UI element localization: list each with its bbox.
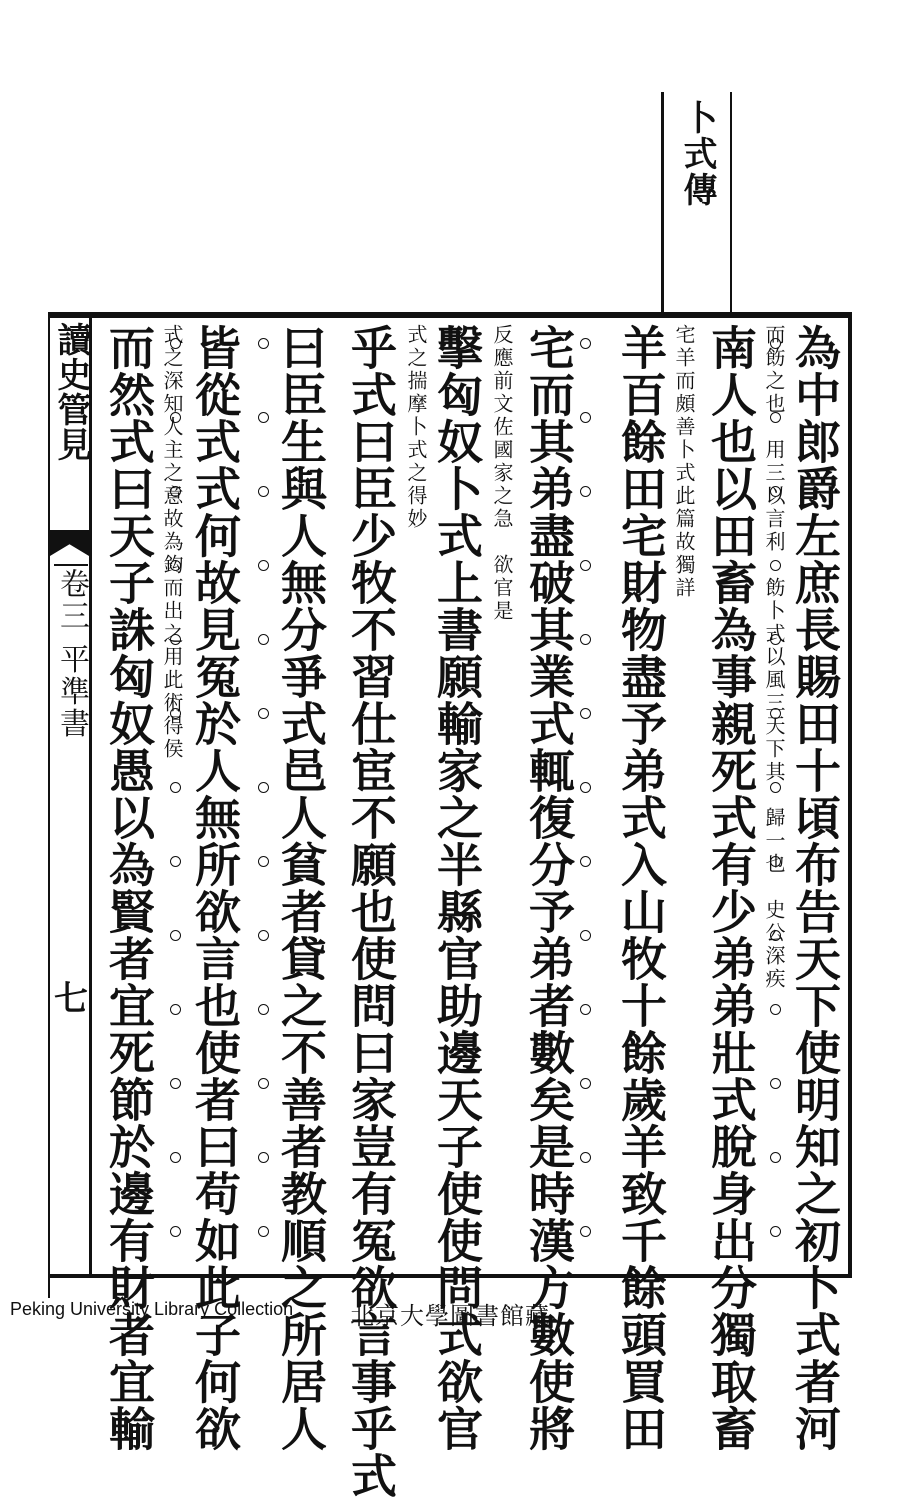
punctuation-circle — [580, 338, 591, 349]
punctuation-circle — [580, 1226, 591, 1237]
punctuation-circle — [580, 1078, 591, 1089]
punctuation-circle — [170, 1078, 181, 1089]
column-text: 宅而其弟盡破其業式輒復分予弟者數矣是時漢方數使將 — [522, 324, 576, 1452]
punctuation-circle — [258, 782, 269, 793]
collection-label-zh: 北京大學圖書館藏 — [350, 1302, 550, 1330]
punctuation-circle — [580, 708, 591, 719]
commentary-note: 反應前文佐國家之急 欲官是 — [490, 324, 514, 623]
punctuation-circle — [170, 1152, 181, 1163]
text-column — [100, 324, 184, 1452]
margin-column — [50, 318, 92, 1274]
heading-slip — [661, 92, 732, 316]
punctuation-circle — [170, 1226, 181, 1237]
punctuation-circle — [258, 856, 269, 867]
punctuation-circle — [258, 930, 269, 941]
punctuation-circle — [170, 1004, 181, 1015]
margin-divider — [54, 564, 88, 566]
punctuation-circle — [770, 1004, 781, 1015]
punctuation-circle — [580, 856, 591, 867]
slip-title: 卜式傳 — [677, 100, 717, 208]
text-column — [702, 324, 786, 1452]
column-text: 羊百餘田宅財物盡予弟式入山牧十餘歲羊致千餘頭買田 — [614, 324, 668, 1452]
punctuation-circle — [580, 486, 591, 497]
punctuation-circle — [258, 412, 269, 423]
commentary-note: 宅羊而頗善卜式此篇故獨詳 — [672, 324, 696, 600]
column-text: 而然式曰天子誅匈奴愚以為賢者宜死節於邊有財者宜輸 — [102, 324, 156, 1452]
punctuation-circle — [258, 1078, 269, 1089]
column-text: 皆從式式何故見冤於人無所欲言也使者曰苟如此子何欲 — [188, 324, 242, 1452]
punctuation-circles — [580, 338, 594, 1300]
punctuation-circle — [170, 930, 181, 941]
punctuation-circle — [580, 1004, 591, 1015]
text-column — [428, 324, 514, 1452]
punctuation-circle — [580, 930, 591, 941]
book-title: 讀史管見 — [51, 322, 91, 462]
fish-tail-mark — [50, 530, 89, 556]
punctuation-circle — [580, 782, 591, 793]
volume-label: 卷三 平準書 — [54, 568, 89, 740]
text-column — [786, 324, 842, 1452]
column-text: 南人也以田畜為事親死式有少弟弟壯式脫身出分獨取畜 — [704, 324, 758, 1452]
punctuation-circle — [258, 708, 269, 719]
punctuation-circle — [580, 412, 591, 423]
punctuation-circle — [580, 560, 591, 571]
punctuation-circle — [258, 338, 269, 349]
text-column — [342, 324, 428, 1499]
commentary-note: 而飭之也 用三以言利 飭卜式以風三天下其 歸一也 史公深疾 — [762, 324, 786, 991]
column-text: 乎式曰臣少牧不習仕宦不願也使問曰家豈有冤欲言事乎式 — [344, 324, 398, 1499]
text-column — [186, 324, 242, 1452]
punctuation-circle — [258, 1152, 269, 1163]
punctuation-circle — [170, 782, 181, 793]
punctuation-circles — [258, 338, 272, 1300]
column-text: 曰臣生與人無分爭式邑人貧者貸之不善者教順之所居人 — [274, 324, 328, 1452]
punctuation-circle — [258, 1004, 269, 1015]
column-text: 擊匈奴卜式上書願輸家之半縣官助邊天子使使問式欲官 — [430, 324, 484, 1452]
text-column — [272, 324, 328, 1452]
commentary-note: 式之揣摩卜式之得妙 — [404, 324, 428, 531]
punctuation-circle — [170, 856, 181, 867]
page-number: 七 — [54, 979, 88, 1019]
column-text: 為中郎爵左庶長賜田十頃布告天下使明知之初卜式者河 — [788, 324, 842, 1452]
punctuation-circle — [258, 486, 269, 497]
collection-label-en: Peking University Library Collection — [10, 1299, 294, 1319]
punctuation-circle — [258, 1226, 269, 1237]
footer — [10, 1296, 890, 1330]
punctuation-circle — [258, 560, 269, 571]
punctuation-circle — [770, 1078, 781, 1089]
punctuation-circle — [770, 1152, 781, 1163]
text-column — [612, 324, 696, 1452]
punctuation-circle — [258, 634, 269, 645]
punctuation-circle — [580, 1152, 591, 1163]
text-column — [520, 324, 576, 1452]
punctuation-circle — [770, 1226, 781, 1237]
punctuation-circle — [580, 634, 591, 645]
commentary-note: 式之深知人主之意故為鈎而出之用此術得侯 — [160, 324, 184, 761]
